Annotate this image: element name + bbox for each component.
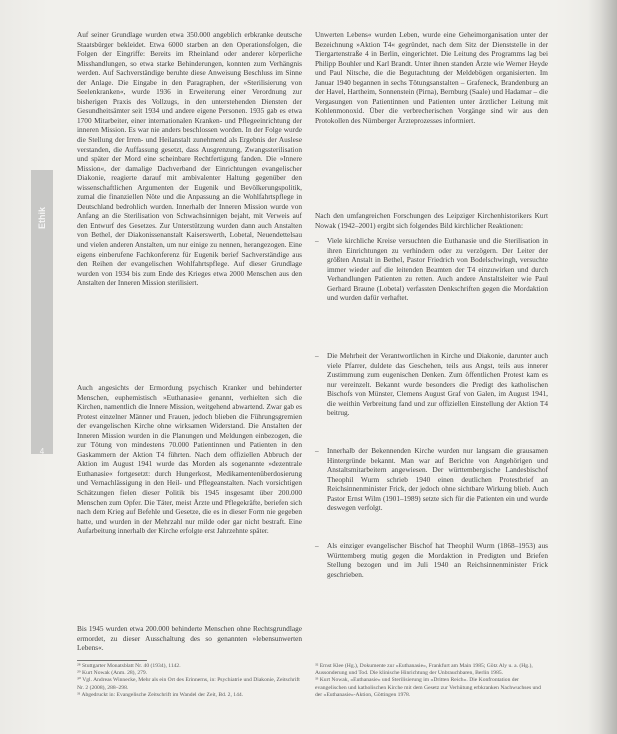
footnote: ²⁹ Kurt Nowak (Anm. 28), 279. xyxy=(77,670,148,677)
footnote: ²⁸ Stuttgarter Monatsblatt Nr. 40 (1934), 1142. xyxy=(77,663,181,669)
footnotes-left xyxy=(77,663,302,733)
footnote: ³³ Kurt Nowak, »Euthanasie« und Sterilisierung im »Dritten Reich«. Die Konfrontation der evangelischen und katholischen Kirche mit dem Gesetz zur Verhütung erbkranken Nachwuchses und der »Euthanasie«-Aktion, Göttingen 1978. xyxy=(315,677,541,698)
list-item: – Innerhalb der Bekennenden Kirche wurden nur langsam die grausamen Hintergründe bekannt. Man war auf Berichte von Angehörigen und Anstaltsmitarbeitern angewiesen. Der württembergische Landesbischof Theophil Wurm schrieb 1940 einen deutlichen Protestbrief an Reichsinnenminister Frick, der jedoch ohne sichtbare Wirkung blieb. Auch Pastor Ernst Wilm (1901–1989) setzte sich für die Patienten ein und wurde deswegen verfolgt. xyxy=(315,446,548,541)
footnote: ³⁰ Vgl. Andreas Winnecke, Mehr als ein Ort des Erinnerns, in: Psychiatrie und Diakonie, Zeitschrift Nr. 2 (2008), 288–298. xyxy=(77,677,300,691)
footnote: ³¹ Abgedruckt in: Evangelische Zeitschrift im Wandel der Zeit, Bd. 2, 144. xyxy=(77,691,244,698)
left-paragraph-3: Bis 1945 wurden etwa 200.000 behinderte Menschen ohne Rechtsgrundlage ermordet, zu dieser Ausschaltung des so genannten »lebensunwerten Lebens«. xyxy=(77,624,302,653)
footnotes-right xyxy=(315,663,548,733)
footnote: ³² Ernst Klee (Hg.), Dokumente zur »Euthanasie«, Frankfurt am Main 1985; Götz Aly u. a. (Hg.), Aussonderung und Tod. Die klinische Hinrichtung der Unbrauchbaren, Berlin 1985. xyxy=(315,663,533,677)
section-side-tab-label: Ethik xyxy=(37,207,47,230)
kirchliche-reaktionen-list xyxy=(315,236,548,589)
right-paragraph-1: Unwerten Lebens« wurden Leben, wurde eine Geheimorganisation unter der Bezeichnung »Aktion T4« gegründet, nach dem Sitz der Dienststelle in der Tiergartenstraße 4 in Berlin, eingerichtet. Die Leitung des Programms lag bei Philipp Bouhler und Karl Brandt. Unter ihnen standen Ärzte wie Werner Heyde und Paul Nitsche, die die Begutachtung der Meldebögen organisierten. Im Januar 1940 begannen in sechs Tötungsanstalten – Grafeneck, Brandenburg an der Havel, Hartheim, Sonnenstein (Pirna), Bernburg (Saale) und Hadamar – die Vergasungen von Patientinnen und Patienten unter ärztlicher Leitung mit Kohlenmonoxid. Über die verbrecherischen Vorgänge sind wir aus den Protokollen des Nürnberger Ärzteprozesses informiert. xyxy=(315,30,548,125)
list-item: – Die Mehrheit der Verantwortlichen in Kirche und Diakonie, darunter auch viele Pfarrer, duldete das Geschehen, teils aus Angst, teils aus innerer Zustimmung zum eugenischen Denken. Zum öffentlichen Protest kam es nur vereinzelt. Bekannt wurde besonders die Predigt des katholischen Bischofs von Münster, Clemens August Graf von Galen, im August 1941, die weithin Verbreitung fand und zur offiziellen Einstellung der Aktion T4 beitrug. xyxy=(315,351,548,446)
right-column-block-1 xyxy=(315,30,548,200)
list-item: – Viele kirchliche Kreise versuchten die Euthanasie und die Sterilisation in ihren Einrichtungen zu verhindern oder zu verzögern. Der Leiter der größten Anstalt in Bethel, Pastor Friedrich von Bodelschwingh, versuchte immer wieder auf die leitenden Beamten der T4 einzuwirken und durch Verhandlungen Patienten zu retten. Auch andere Anstaltsleiter wie Paul Gerhard Braune (Lobetal) verfassten Denkschriften gegen die Mordaktion und wurden dafür verhaftet. xyxy=(315,236,548,351)
left-paragraph-1: Auf seiner Grundlage wurden etwa 350.000 angeblich erbkranke deutsche Staatsbürger bekleidet. Etwa 6000 starben an den Operationsfolgen, die Folgen der Eingriffe: Bereits im Rheinland oder anderer körperliche Misshandlungen, so etwa starke Behinderungen, konnten zum Verhängnis werden. Auf Sachverständige beruhte diese Anweisung Beschluss im Sinne der Anlage. Die Eingabe in den Paragraphen, der »Sterilisierung von Seelenkranken«, wurde 1936 in Erweiterung einer Verordnung zur bisherigen Praxis des Vollzugs, in den unterstehenden Diensten der Gesundheitsämter seit 1934 und andere eigene Personen. 1935 gab es etwa 1700 Mitarbeiter, einer internationalen Kranken- und Pflegeeinrichtung der inneren Mission. Es war nie anders beschlossen worden. In der Folge wurde die Stellung der Irren- und Heilanstalt zunehmend als Ergebnis der Auslese verstanden, die Auffassung gesetzt, dass Ausgrenzung, Zwangssterilisation und später der Mord eine scheinbare Rechtfertigung fanden. Die »Innere Mission«, der damalige Dachverband der Einrichtungen evangelischer Diakonie, reagierte darauf mit ambivalenter Haltung gegenüber den wissenschaftlichen Argumenten der Eugenik und Bevölkerungspolitik, zumal die finanziellen Nöte und die Anpassung an die Wohlfahrtspflege in Deutschland bedrohlich wurden. Innerhalb der Inneren Mission wurde von Anfang an die Sterilisation von Schwachsinnigen bejaht, mit Verweis auf den Entwurf des Gesetzes. Zur Unterstützung wurden dann auch Anstalten von Bethel, der Diakonissenanstalt Kaiserswerth, Lobetal, Neuendettelsau und vielen anderen Anstalten, um nur einige zu nennen, herangezogen. Eine eigens einberufene Fachkonferenz für Eugenik berief Sachverständige aus den Reihen der evangelischen Wohlfahrtspflege. Auf dieser Grundlage wurden von 1934 bis zum Ende des Krieges etwa 2000 Menschen aus den Anstalten der Inneren Mission sterilisiert. xyxy=(77,30,302,288)
section-side-tab-marker: 4 xyxy=(39,447,45,456)
right-column-list xyxy=(315,236,548,636)
right-column-block-2 xyxy=(315,211,548,232)
left-column-block-1 xyxy=(77,30,302,360)
left-column-block-3 xyxy=(77,624,302,653)
right-paragraph-2: Nach den umfangreichen Forschungen des Leipziger Kirchenhistorikers Kurt Nowak (1942–2001) ergibt sich folgendes Bild kirchlicher Reaktionen: xyxy=(315,211,548,230)
footnote-rule-left xyxy=(77,660,147,661)
list-item: – Als einziger evangelischer Bischof hat Theophil Wurm (1868–1953) aus Württemberg mutig gegen die Mordaktion in Predigten und Briefen Stellung bezogen und im Juli 1940 an Reichsinnenminister Frick geschrieben. xyxy=(315,541,548,589)
left-paragraph-2: Auch angesichts der Ermordung psychisch Kranker und behinderter Menschen, euphemistisch »Euthanasie« genannt, verhielten sich die Kirchen, namentlich die Innere Mission, weitgehend abwartend. Zwar gab es Protest einzelner Männer und Frauen, jedoch blieben die Führungsgremien der evangelischen Kirche ohne wirksamen Widerstand. Die Anstalten der Inneren Mission wurden in die Planungen und Meldungen einbezogen, die zur Tötung von mindestens 70.000 Patientinnen und Patienten in den Gaskammern der Aktion T4 führten. Nach dem offiziellen Abbruch der Aktion im August 1941 wurde das Morden als sogenannte »dezentrale Euthanasie« fortgesetzt: durch Hungerkost, Medikamentenüberdosierung und Vernachlässigung in den Heil- und Pflegeanstalten. Nach vorsichtigen Schätzungen fielen dieser Politik bis 1945 insgesamt über 200.000 Menschen zum Opfer. Die Täter, meist Ärzte und Pflegekräfte, beriefen sich nach dem Krieg auf Befehle und Gesetze, die es in dieser Form nie gegeben hatte, und wurden in der Mehrzahl nur milde oder gar nicht bestraft. Eine Aufarbeitung innerhalb der Kirche erfolgte erst Jahrzehnte später. xyxy=(77,383,302,536)
left-column-block-2 xyxy=(77,383,302,605)
book-gutter-shadow xyxy=(588,0,617,734)
